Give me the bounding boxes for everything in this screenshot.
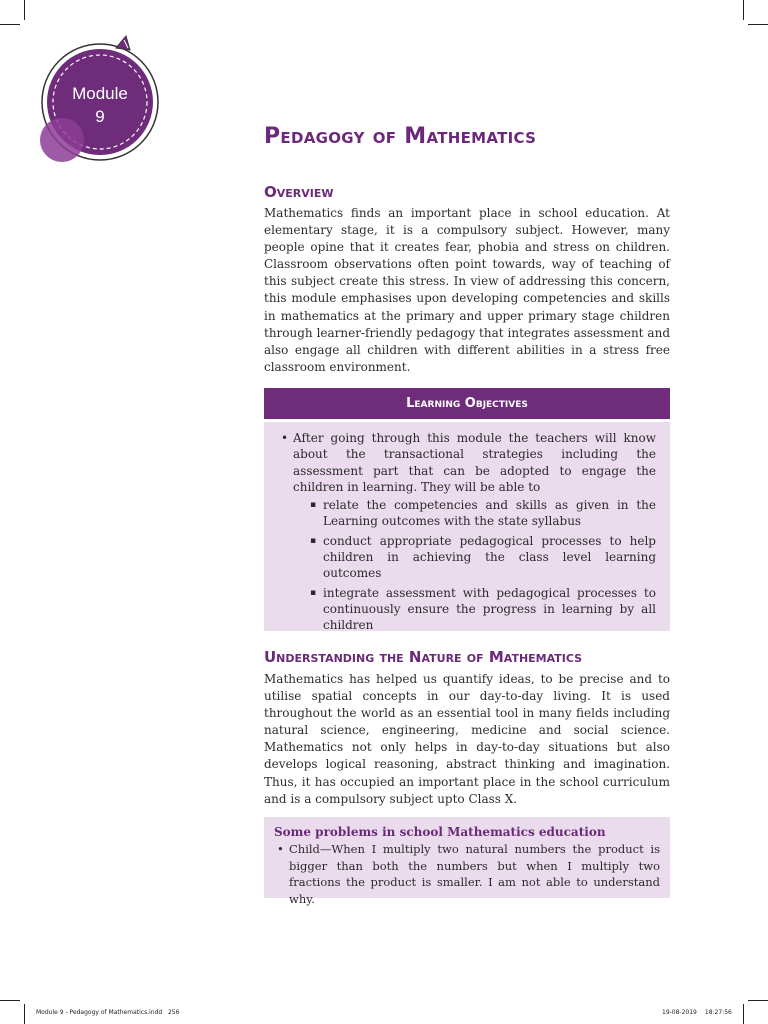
learning-objectives-list [293, 497, 656, 633]
crop-mark [748, 1000, 768, 1001]
crop-mark [0, 1000, 20, 1001]
learning-objectives-box [264, 422, 670, 631]
list-item: ▪ integrate assessment with pedagogical processes to continuously ensure the progress in learning by all children [293, 585, 656, 634]
slug-page: 256 [167, 1009, 180, 1016]
crop-mark [24, 0, 25, 20]
slug-date [662, 1009, 740, 1016]
page-title: Pedagogy of Mathematics [264, 124, 537, 149]
crop-mark [748, 24, 768, 25]
module-badge [52, 82, 148, 128]
module-label: Module [72, 84, 128, 103]
overview-text: Mathematics finds an important place in school education. At elementary stage, it is a compulsory subject. However, many people opine that it creates fear, phobia and stress on children. Classroom observations often point towards, way of teaching of this subject create this stress. In view of addressing this concern, this module emphasises upon developing competencies and skills in mathematics at the primary and upper primary stage children through learner-friendly pedagogy that integrates assessment and also engage all children with different abilities in a stress free classroom environment. [264, 206, 670, 374]
learning-objectives-heading: Learning Objectives [264, 388, 670, 419]
slug-time-value: 18:27:56 [704, 1009, 732, 1016]
problems-box [264, 817, 670, 906]
module-number: 9 [95, 107, 105, 126]
crop-mark [24, 1004, 25, 1024]
overview-heading: Overview [264, 183, 334, 201]
list-item: • Child—When I multiply two natural numbers the product is bigger than both the numbers but when I multiply two fractions the product is smaller. I am not able to understand why. [274, 841, 660, 907]
list-item: ▪ conduct appropriate pedagogical processes to help children in achieving the class level learning outcomes [293, 533, 656, 582]
slug-filename: Module 9 - Pedagogy of Mathematics.indd [36, 1009, 163, 1016]
crop-mark [743, 0, 744, 20]
learning-objectives-intro [278, 430, 656, 634]
nature-text: Mathematics has helped us quantify ideas, to be precise and to utilise spatial concepts in our day-to-day living. It is used throughout the world as an essential tool in many fields including natural science, engineering, medicine and social science. Mathematics not only helps in day-to-day situations but also develops logical reasoning, abstract thinking and imagination. Thus, it has occupied an important place in the school curriculum and is a compulsory subject upto Class X. [264, 672, 670, 806]
slug-file [36, 1009, 179, 1016]
crop-mark [0, 24, 20, 25]
problems-title: Some problems in school Mathematics education [274, 825, 606, 839]
slug-date-value: 19-08-2019 [662, 1009, 697, 1016]
list-item: ▪ relate the competencies and skills as given in the Learning outcomes with the state syllabus [293, 497, 656, 530]
nature-heading: Understanding the Nature of Mathematics [264, 648, 583, 666]
crop-mark [743, 1004, 744, 1024]
learning-objectives-intro-text: After going through this module the teachers will know about the transactional strategies including the assessment part that can be adopted to engage the children in learning. They will be able to [293, 431, 656, 494]
